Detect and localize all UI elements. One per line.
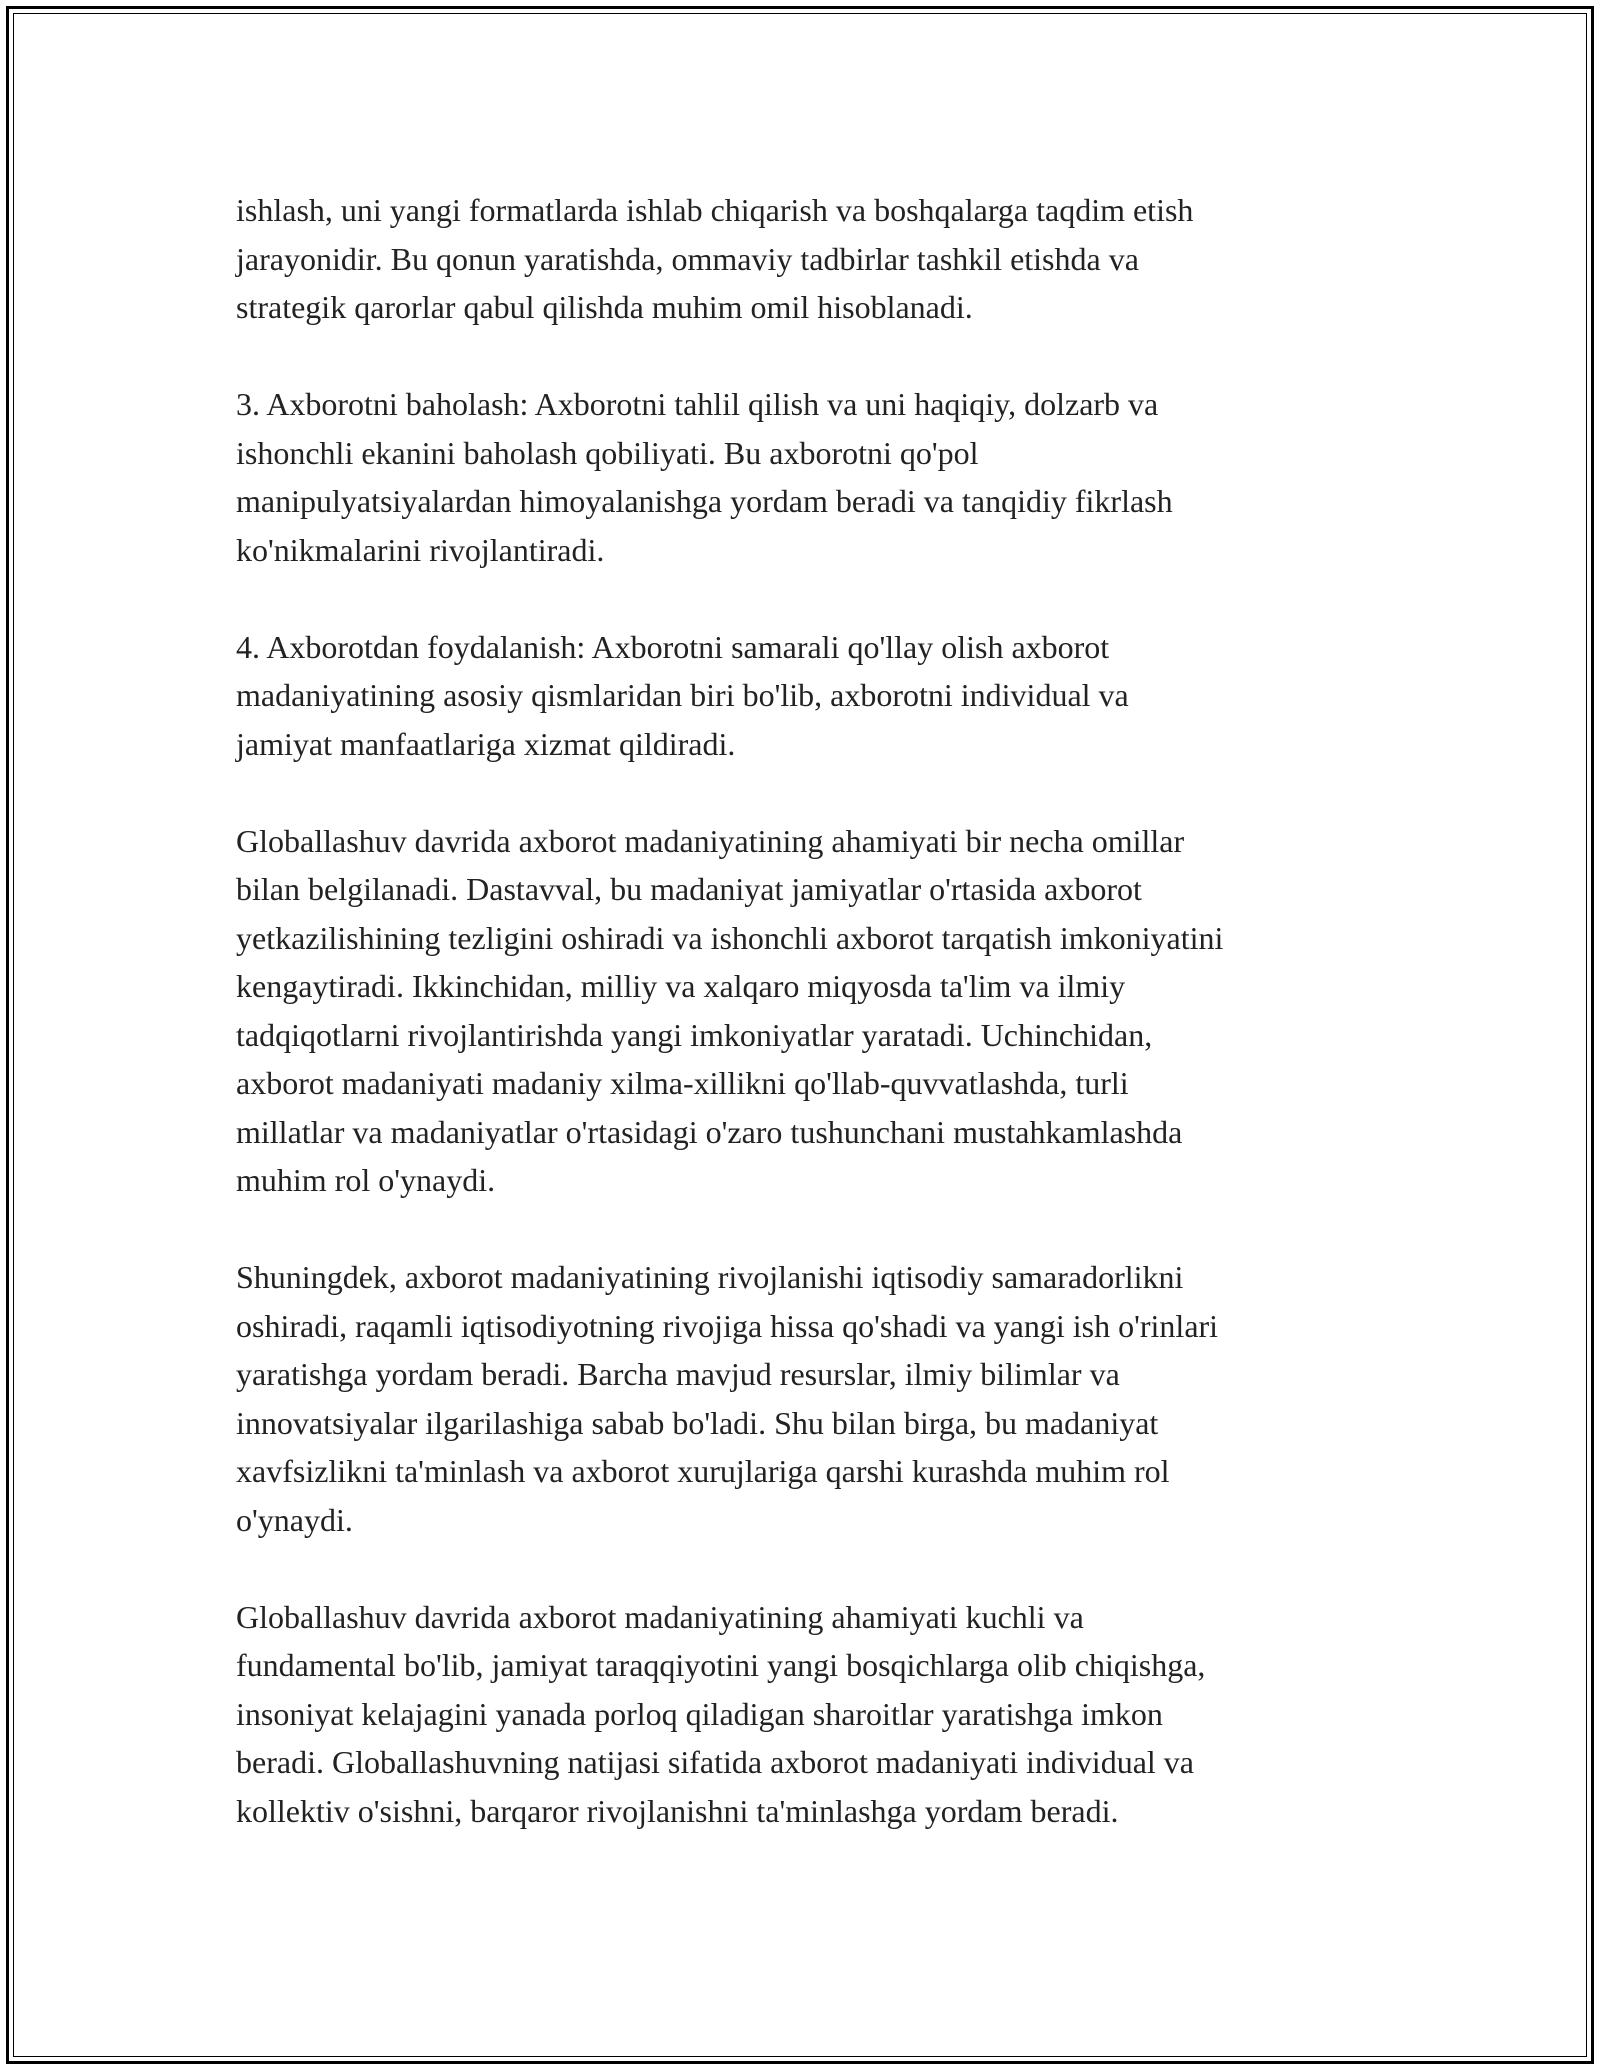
paragraph	[236, 1593, 1396, 1836]
text-line: Shuningdek, axborot madaniyatining rivojlanishi iqtisodiy samaradorlikni	[236, 1259, 1184, 1295]
text-line: bilan belgilanadi. Dastavval, bu madaniyat jamiyatlar o'rtasida axborot	[236, 871, 1142, 907]
paragraph	[236, 186, 1396, 332]
text-line: insoniyat kelajagini yanada porloq qiladigan sharoitlar yaratishga imkon	[236, 1695, 1163, 1732]
text-line: yetkazilishining tezligini oshiradi va ishonchli axborot tarqatish imkoniyatini	[236, 919, 1224, 956]
text-line: strategik qarorlar qabul qilishda muhim omil hisoblanadi.	[236, 289, 973, 325]
text-line: kollektiv o'sishni, barqaror rivojlanishni ta'minlashga yordam beradi.	[236, 1792, 1119, 1829]
paragraph	[236, 380, 1396, 574]
text-line: jarayonidir. Bu qonun yaratishda, ommaviy tadbirlar tashkil etishda va	[236, 240, 1139, 277]
paragraph	[236, 623, 1396, 769]
document-body	[236, 186, 1396, 1835]
text-line: Globallashuv davrida axborot madaniyatining ahamiyati kuchli va	[236, 1598, 1084, 1635]
text-line: 4. Axborotdan foydalanish: Axborotni samarali qo'llay olish axborot	[236, 628, 1110, 665]
text-line: muhim rol o'ynaydi.	[236, 1162, 496, 1198]
paragraph	[236, 817, 1396, 1205]
text-line: jamiyat manfaatlariga xizmat qildiradi.	[236, 725, 736, 762]
text-line: ishonchli ekanini baholash qobiliyati. Bu axborotni qo'pol	[236, 434, 979, 471]
text-line: innovatsiyalar ilgarilashiga sabab bo'ladi. Shu bilan birga, bu madaniyat	[236, 1404, 1159, 1441]
text-line: ko'nikmalarini rivojlantiradi.	[236, 531, 605, 568]
text-line: 3. Axborotni baholash: Axborotni tahlil qilish va uni haqiqiy, dolzarb va	[236, 386, 1159, 422]
text-line: axborot madaniyati madaniy xilma-xillikni qo'llab-quvvatlashda, turli	[236, 1065, 1129, 1101]
text-line: tadqiqotlarni rivojlantirishda yangi imkoniyatlar yaratadi. Uchinchidan,	[236, 1016, 1153, 1053]
text-line: Globallashuv davrida axborot madaniyatining ahamiyati bir necha omillar	[236, 822, 1185, 859]
text-line: o'ynaydi.	[236, 1501, 353, 1538]
text-line: kengaytiradi. Ikkinchidan, milliy va xalqaro miqyosda ta'lim va ilmiy	[236, 968, 1126, 1004]
text-line: yaratishga yordam beradi. Barcha mavjud resurslar, ilmiy bilimlar va	[236, 1356, 1120, 1392]
text-line: manipulyatsiyalardan himoyalanishga yordam beradi va tanqidiy fikrlash	[236, 483, 1173, 519]
text-line: madaniyatining asosiy qismlaridan biri bo'lib, axborotni individual va	[236, 677, 1129, 713]
text-line: fundamental bo'lib, jamiyat taraqqiyotini yangi bosqichlarga olib chiqishga,	[236, 1647, 1206, 1683]
text-line: xavfsizlikni ta'minlash va axborot xurujlariga qarshi kurashda muhim rol	[236, 1453, 1170, 1489]
text-line: millatlar va madaniyatlar o'rtasidagi o'zaro tushunchani mustahkamlashda	[236, 1113, 1183, 1150]
text-line: ishlash, uni yangi formatlarda ishlab chiqarish va boshqalarga taqdim etish	[236, 192, 1194, 228]
text-line: oshiradi, raqamli iqtisodiyotning rivojiga hissa qo'shadi va yangi ish o'rinlari	[236, 1307, 1219, 1344]
paragraph	[236, 1253, 1396, 1544]
text-line: beradi. Globallashuvning natijasi sifatida axborot madaniyati individual va	[236, 1744, 1194, 1780]
